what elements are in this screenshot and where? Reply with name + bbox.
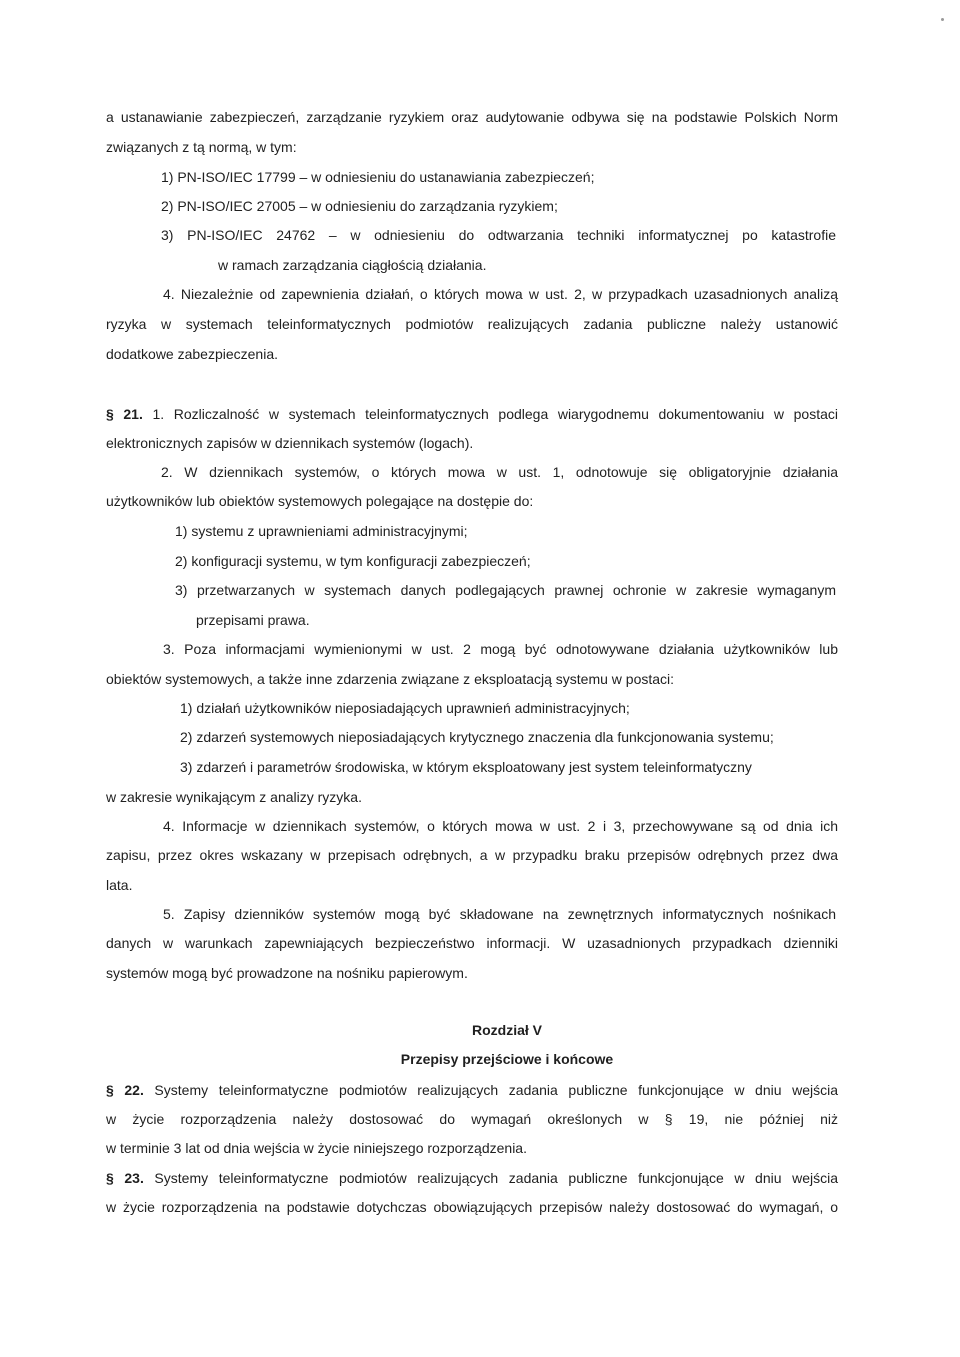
section-text: Systemy teleinformatyczne podmiotów realizujących zadania publiczne funkcjonujące w dniu wejścia xyxy=(143,1082,838,1098)
paragraph-line: 4. Niezależnie od zapewnienia działań, o których mowa w ust. 2, w przypadkach uzasadnionych analizą xyxy=(163,286,838,302)
section-21-line xyxy=(106,405,838,423)
paragraph-line: w zakresie wynikającym z analizy ryzyka. xyxy=(106,789,362,805)
paragraph-line: dodatkowe zabezpieczenia. xyxy=(106,346,279,362)
paragraph-line: w terminie 3 lat od dnia wejścia w życie niniejszego rozporządzenia. xyxy=(106,1140,527,1156)
list-item: 3) przetwarzanych w systemach danych podlegających prawnej ochronie w zakresie wymaganym xyxy=(175,582,836,598)
paragraph-line: 4. Informacje w dziennikach systemów, o których mowa w ust. 2 i 3, przechowywane są od dnia ich xyxy=(163,818,838,834)
list-item: 1) PN-ISO/IEC 17799 – w odniesieniu do ustanawiania zabezpieczeń; xyxy=(161,169,595,185)
section-text: 1. Rozliczalność w systemach teleinformatycznych podlega wiarygodnemu dokumentowaniu w postaci xyxy=(142,406,838,422)
paragraph-line: obiektów systemowych, a także inne zdarzenia związane z eksploatacją systemu w postaci: xyxy=(106,671,675,687)
section-text: Systemy teleinformatyczne podmiotów realizujących zadania publiczne funkcjonujące w dniu wejścia xyxy=(143,1170,838,1186)
paragraph-line: w życie rozporządzenia na podstawie dotychczas obowiązujących przepisów należy dostosować do wymagań, o xyxy=(106,1199,838,1215)
list-item-continuation: przepisami prawa. xyxy=(196,612,310,628)
paragraph-line: 3. Poza informacjami wymienionymi w ust. 2 mogą być odnotowywane działania użytkowników lub xyxy=(163,641,838,657)
section-number: § 22. xyxy=(106,1082,144,1098)
list-item: 3) zdarzeń i parametrów środowiska, w którym eksploatowany jest system teleinformatyczny xyxy=(180,759,752,775)
section-22-line xyxy=(106,1081,838,1099)
paragraph-line: lata. xyxy=(106,877,133,893)
chapter-subheading: Przepisy przejściowe i końcowe xyxy=(400,1051,614,1067)
chapter-heading: Rozdział V xyxy=(471,1022,542,1038)
list-item: 1) działań użytkowników nieposiadających uprawnień administracyjnych; xyxy=(180,700,630,716)
paragraph-line: 2. W dziennikach systemów, o których mowa w ust. 1, odnotowuje się obligatoryjnie działania xyxy=(161,464,838,480)
paragraph-line: ryzyka w systemach teleinformatycznych podmiotów realizujących zadania publiczne należy ustanowić xyxy=(106,316,838,332)
section-number: § 23. xyxy=(106,1170,144,1186)
paragraph-line: a ustanawianie zabezpieczeń, zarządzanie ryzykiem oraz audytowanie odbywa się na podstawie Polskich Norm xyxy=(106,109,838,125)
scan-speck xyxy=(941,18,944,21)
list-item: 2) konfiguracji systemu, w tym konfiguracji zabezpieczeń; xyxy=(175,553,531,569)
paragraph-line: 5. Zapisy dzienników systemów mogą być składowane na zewnętrznych informatycznych nośnikach xyxy=(163,906,836,922)
section-number: § 21. xyxy=(106,406,143,422)
paragraph-line: związanych z tą normą, w tym: xyxy=(106,139,297,155)
list-item: 2) zdarzeń systemowych nieposiadających krytycznego znaczenia dla funkcjonowania systemu; xyxy=(180,729,774,745)
paragraph-line: użytkowników lub obiektów systemowych polegające na dostępie do: xyxy=(106,493,534,509)
section-23-line xyxy=(106,1169,838,1187)
list-item: 1) systemu z uprawnieniami administracyjnymi; xyxy=(175,523,468,539)
paragraph-line: systemów mogą być prowadzone na nośniku papierowym. xyxy=(106,965,468,981)
list-item: 3) PN-ISO/IEC 24762 – w odniesieniu do odtwarzania techniki informatycznej po katastrofie xyxy=(161,227,836,243)
list-item: 2) PN-ISO/IEC 27005 – w odniesieniu do zarządzania ryzykiem; xyxy=(161,198,558,214)
list-item-continuation: w ramach zarządzania ciągłością działania. xyxy=(218,257,487,273)
paragraph-line: w życie rozporządzenia należy dostosować do wymagań określonych w § 19, nie później niż xyxy=(106,1111,838,1127)
paragraph-line: zapisu, przez okres wskazany w przepisach odrębnych, a w przypadku braku przepisów odrębnych przez dwa xyxy=(106,847,838,863)
paragraph-line: danych w warunkach zapewniających bezpieczeństwo informacji. W uzasadnionych przypadkach dzienniki xyxy=(106,935,838,951)
paragraph-line: elektronicznych zapisów w dziennikach systemów (logach). xyxy=(106,435,474,451)
